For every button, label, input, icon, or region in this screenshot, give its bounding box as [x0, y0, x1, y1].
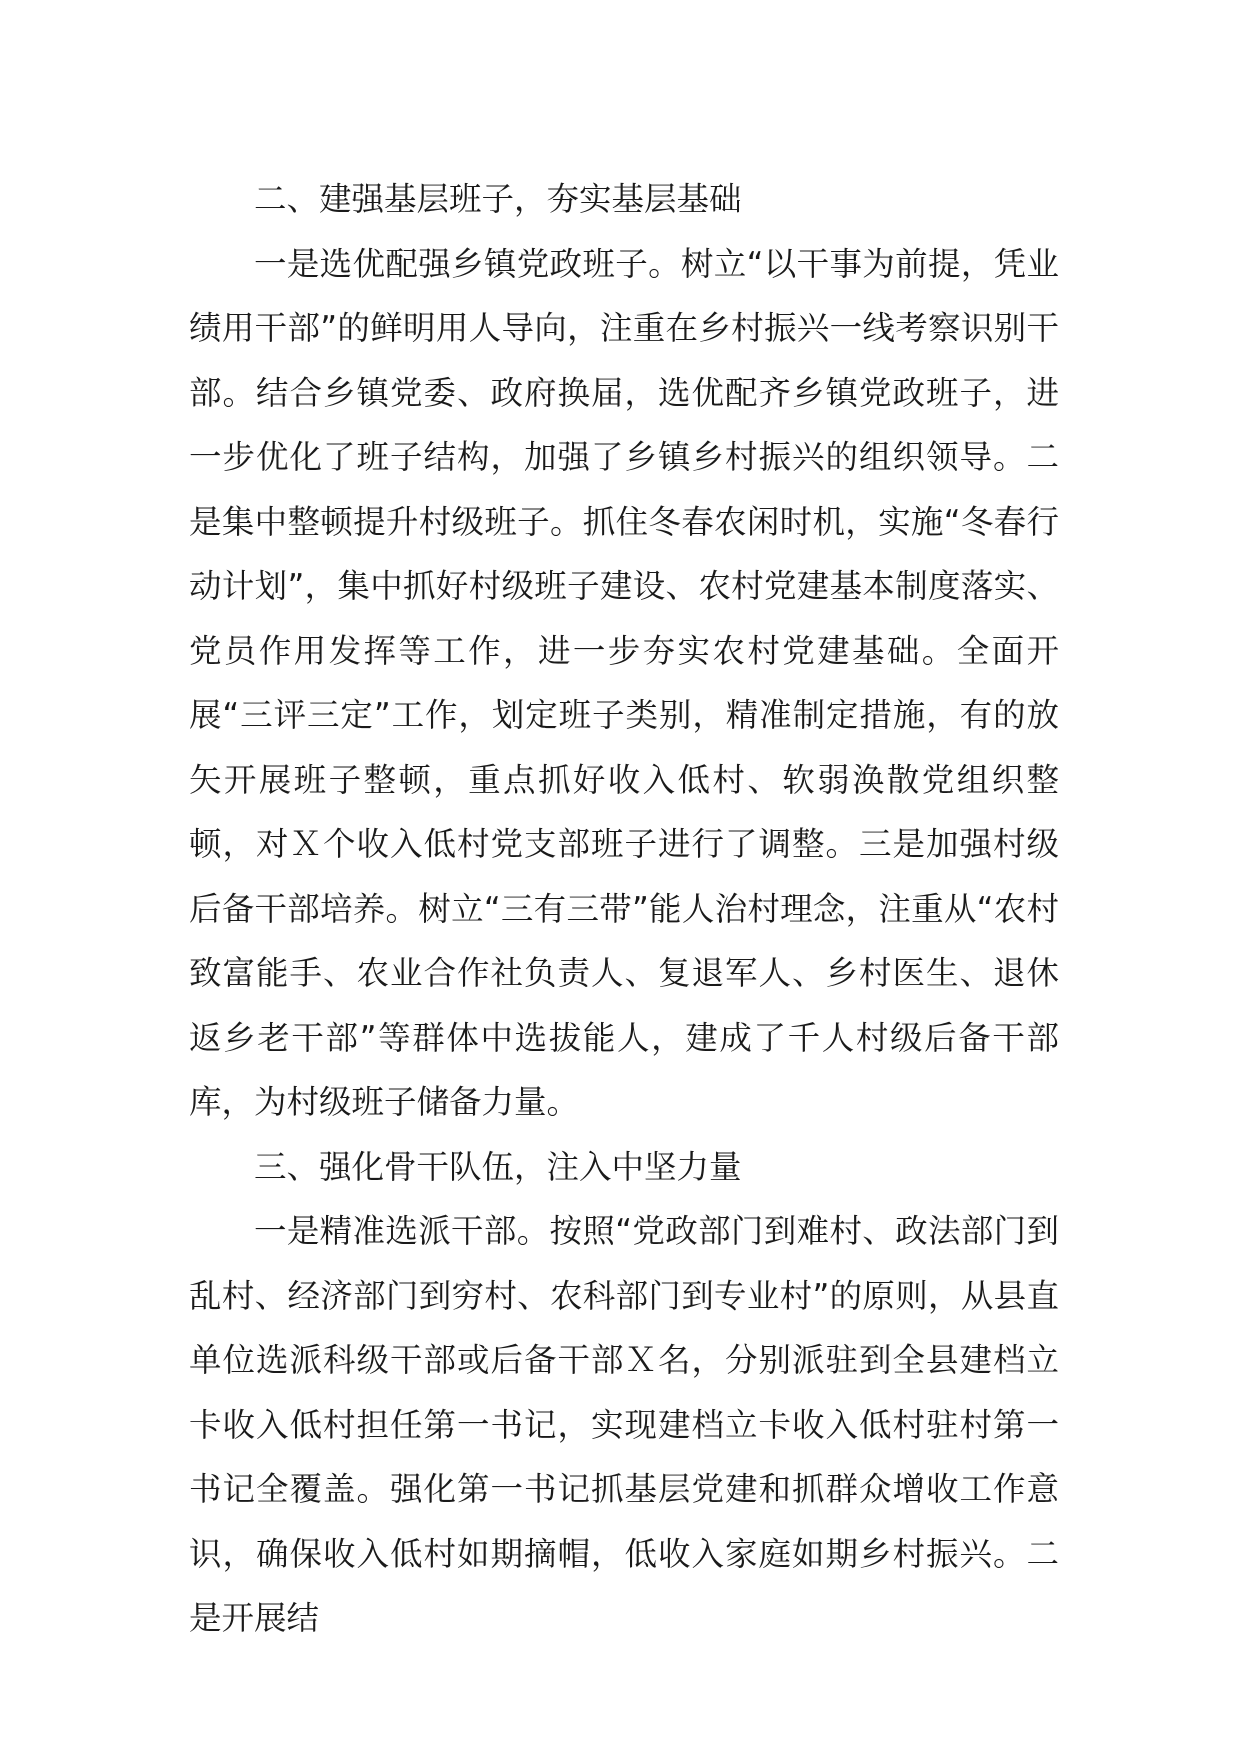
section-3-heading: 三、强化骨干队伍，注入中坚力量 — [254, 1147, 742, 1186]
section-3-paragraph: 一是精准选派干部。按照“党政部门到难村、政法部门到乱村、经济部门到穷村、农科部门到专业村”的原则，从县直单位选派科级干部或后备干部Ｘ名，分别派驻到全县建档立卡收入低村担任第一书记，实现建档立卡收入低村驻村第一书记全覆盖。强化第一书记抓基层党建和抓群众增收工作意识，确保收入低村如期摘帽，低收入家庭如期乡村振兴。二是开展结 — [189, 1212, 1059, 1637]
document-body — [189, 167, 1059, 1651]
section-2-heading: 二、建强基层班子，夯实基层基础 — [254, 180, 742, 218]
section-2-paragraph: 一是选优配强乡镇党政班子。树立“以干事为前提，凭业绩用干部”的鲜明用人导向，注重在乡村振兴一线考察识别干部。结合乡镇党委、政府换届，选优配齐乡镇党政班子，进一步优化了班子结构，加强了乡镇乡村振兴的组织领导。二是集中整顿提升村级班子。抓住冬春农闲时机，实施“冬春行动计划”，集中抓好村级班子建设、农村党建基本制度落实、党员作用发挥等工作，进一步夯实农村党建基础。全面开展“三评三定”工作，划定班子类别，精准制定措施，有的放矢开展班子整顿，重点抓好收入低村、软弱涣散党组织整顿，对Ｘ个收入低村党支部班子进行了调整。三是加强村级后备干部培养。树立“三有三带”能人治村理念，注重从“农村致富能手、农业合作社负责人、复退军人、乡村医生、退休返乡老干部”等群体中选拔能人，建成了千人村级后备干部库，为村级班子储备力量。 — [189, 244, 1059, 1121]
